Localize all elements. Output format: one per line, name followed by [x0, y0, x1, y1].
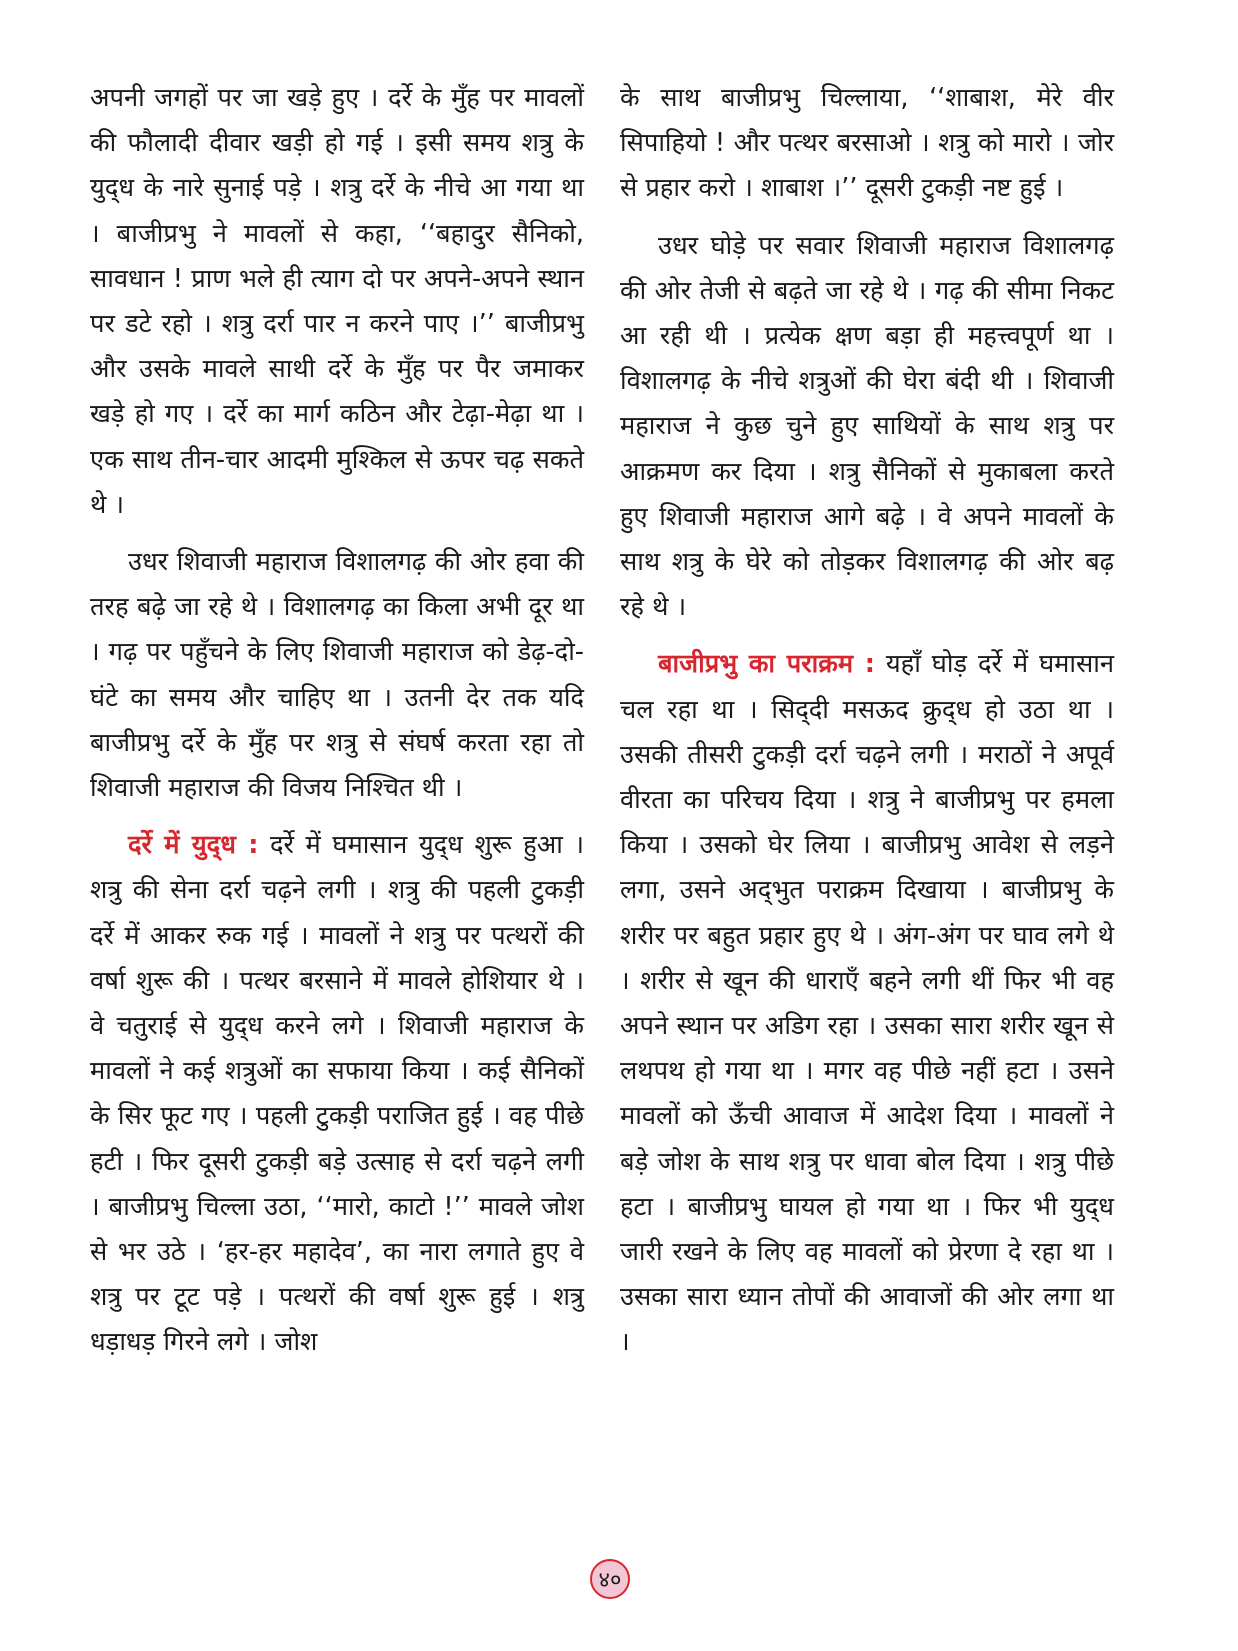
- section-heading: दर्रे में युद्‍ध :: [128, 830, 259, 861]
- left-column: [90, 76, 584, 1378]
- right-column: [620, 76, 1114, 1378]
- paragraph: [90, 823, 584, 1365]
- paragraph-body: यहाँ घोड़ दर्रे में घमासान चल रहा था । सिद्‍दी मसऊद क्रुद्‍ध हो उठा था । उसकी तीसरी टुकड़ी दर्रा चढ़ने लगी । मराठों ने अपूर्व वीरता का परिचय दिया । शत्रु ने बाजीप्रभु पर हमला किया । उसको घेर लिया । बाजीप्रभु आवेश से लड़ने लगा, उसने अद्‍भुत पराक्रम दिखाया । बाजीप्रभु के शरीर पर बहुत प्रहार हुए थे । अंग-अंग पर घाव लगे थे । शरीर से खून की धाराएँ बहने लगी थीं फिर भी वह अपने स्थान पर अडिग रहा । उसका सारा शरीर खून से लथपथ हो गया था । मगर वह पीछे नहीं हटा । उसने मावलों को ऊँची आवाज में आदेश दिया । मावलों ने बड़े जोश के साथ शत्रु पर धावा बोल दिया । शत्रु पीछे हटा । बाजीप्रभु घायल हो गया था । फिर भी युद्‍ध जारी रखने के लिए वह मावलों को प्रेरणा दे रहा था । उसका सारा ध्यान तोपों की आवाजों की ओर लगा था ।: [620, 649, 1114, 1358]
- paragraph-body: दर्रे में घमासान युद्‍ध शुरू हुआ । शत्रु की सेना दर्रा चढ़ने लगी । शत्रु की पहली टुकड़ी दर्रे में आकर रुक गई । मावलों ने शत्रु पर पत्थरों की वर्षा शुरू की । पत्थर बरसाने में मावले होशियार थे । वे चतुराई से युद्‍ध करने लगे । शिवाजी महाराज के मावलों ने कई शत्रुओं का सफाया किया । कई सैनिकों के सिर फूट गए । पहली टुकड़ी पराजित हुई । वह पीछे हटी । फिर दूसरी टुकड़ी बड़े उत्साह से दर्रा चढ़ने लगी । बाजीप्रभु चिल्ला उठा, ‘‘मारो, काटो !’’ मावले जोश से भर उठे । ‘हर-हर महादेव’, का नारा लगाते हुए वे शत्रु पर टूट पड़े । पत्थरों की वर्षा शुरू हुई । शत्रु धड़ाधड़ गिरने लगे । जोश: [90, 830, 584, 1358]
- paragraph: अपनी जगहों पर जा खड़े हुए । दर्रे के मुँह पर मावलों की फौलादी दीवार खड़ी हो गई । इसी समय शत्रु के युद्‍ध के नारे सुनाई पड़े । शत्रु दर्रे के नीचे आ गया था । बाजीप्रभु ने मावलों से कहा, ‘‘बहादुर सैनिको, सावधान ! प्राण भले ही त्याग दो पर अपने-अपने स्थान पर डटे रहो । शत्रु दर्रा पार न करने पाए ।’’ बाजीप्रभु और उसके मावले साथी दर्रे के मुँह पर पैर जमाकर खड़े हो गए । दर्रे का मार्ग कठिन और टेढ़ा-मेढ़ा था । एक साथ तीन-चार आदमी मुश्किल से ऊपर चढ़ सकते थे ।: [90, 83, 584, 520]
- paragraph: के साथ बाजीप्रभु चिल्लाया, ‘‘शाबाश, मेरे वीर सिपाहियो ! और पत्थर बरसाओ । शत्रु को मारो । जोर से प्रहार करो । शाबाश ।’’ दूसरी टुकड़ी नष्ट हुई ।: [620, 83, 1114, 204]
- paragraph: उधर शिवाजी महाराज विशालगढ़ की ओर हवा की तरह बढ़े जा रहे थे । विशालगढ़ का किला अभी दूर था । गढ़ पर पहुँचने के लिए शिवाजी महाराज को डेढ़-दो-घंटे का समय और चाहिए था । उतनी देर तक यदि बाजीप्रभु दर्रे के मुँह पर शत्रु से संघर्ष करता रहा तो शिवाजी महाराज की विजय निश्चित थी ।: [90, 547, 584, 804]
- paragraph: उधर घोड़े पर सवार शिवाजी महाराज विशालगढ़ की ओर तेजी से बढ़ते जा रहे थे । गढ़ की सीमा निकट आ रही थी । प्रत्येक क्षण बड़ा ही महत्त्वपूर्ण था । विशालगढ़ के नीचे शत्रुओं की घेरा बंदी थी । शिवाजी महाराज ने कुछ चुने हुए साथियों के साथ शत्रु पर आक्रमण कर दिया । शत्रु सैनिकों से मुकाबला करते हुए शिवाजी महाराज आगे बढ़े । वे अपने मावलों के साथ शत्रु के घेरे को तोड़कर विशालगढ़ की ओर बढ़ रहे थे ।: [620, 230, 1114, 623]
- paragraph: [620, 642, 1114, 1365]
- page-number: ४०: [590, 1559, 630, 1599]
- section-heading: बाजीप्रभु का पराक्रम :: [658, 649, 875, 680]
